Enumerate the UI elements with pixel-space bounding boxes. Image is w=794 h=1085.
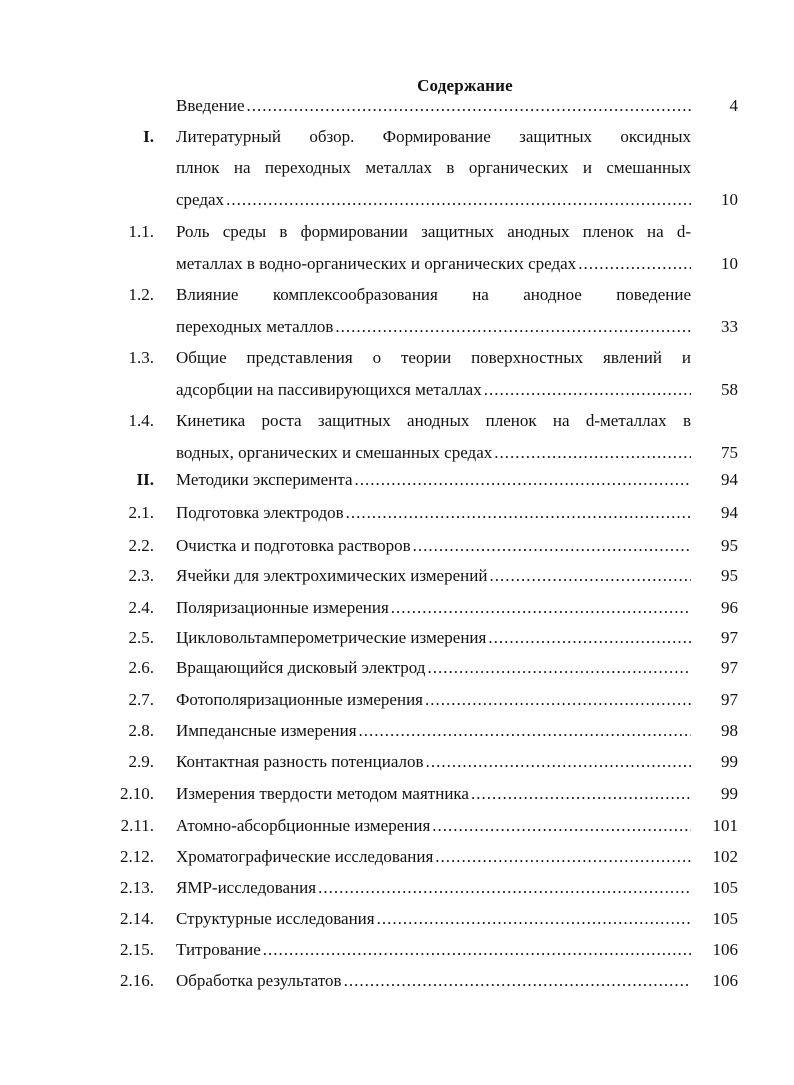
toc-entry-title-line xyxy=(176,878,691,898)
toc-entry-number: 2.16. xyxy=(120,971,154,990)
toc-entry-title: Очистка и подготовка растворов xyxy=(176,536,411,555)
toc-entry-title: Атомно-абсорбционные измерения xyxy=(176,816,431,835)
toc-entry-number: 2.9. xyxy=(128,752,154,771)
toc-page-number: 97 xyxy=(721,658,738,677)
toc-entry-title-line: плнок на переходных металлах в органических и смешанных xyxy=(176,158,691,177)
toc-entry-number: 1.2. xyxy=(128,285,154,304)
toc-entry-title: Ячейки для электрохимических измерений xyxy=(176,566,488,585)
toc-entry-title-line xyxy=(176,816,691,836)
toc-entry-number: 2.1. xyxy=(128,503,154,522)
toc-entry-title: Введение xyxy=(176,96,245,115)
dot-leader xyxy=(488,628,691,648)
toc-page-number: 58 xyxy=(721,380,738,399)
toc-entry-title: Структурные исследования xyxy=(176,909,375,928)
dot-leader xyxy=(471,784,691,804)
toc-entry-title: Вращающийся дисковый электрод xyxy=(176,658,426,677)
toc-page-number: 95 xyxy=(721,566,738,585)
toc-entry-title: ЯМР-исследования xyxy=(176,878,317,897)
toc-entry-number: 2.4. xyxy=(128,598,154,617)
dot-leader xyxy=(355,470,691,490)
toc-entry-number: 2.6. xyxy=(128,658,154,677)
dot-leader xyxy=(578,254,691,274)
toc-entry-title: Поляризационные измерения xyxy=(176,598,389,617)
dot-leader xyxy=(247,96,691,116)
toc-page-number: 10 xyxy=(721,254,738,273)
toc-entry-title-line xyxy=(176,254,691,274)
toc-entry-number: 2.7. xyxy=(128,690,154,709)
toc-page-number: 96 xyxy=(721,598,738,617)
toc-entry-title: металлах в водно-органических и органических средах xyxy=(176,254,577,273)
toc-entry-title-line xyxy=(176,443,691,463)
dot-leader xyxy=(432,816,691,836)
toc-entry-number: 1.4. xyxy=(128,411,154,430)
toc-entry-title-line xyxy=(176,940,691,960)
dot-leader xyxy=(391,598,691,618)
toc-entry-title-line xyxy=(176,536,691,556)
toc-entry-number: 1.3. xyxy=(128,348,154,367)
toc-page-number: 75 xyxy=(721,443,738,462)
toc-entry-number: 2.10. xyxy=(120,784,154,803)
dot-leader xyxy=(263,940,691,960)
toc-entry-title-line xyxy=(176,847,691,867)
dot-leader xyxy=(435,847,691,867)
dot-leader xyxy=(484,380,691,400)
toc-page-number: 97 xyxy=(721,628,738,647)
dot-leader xyxy=(427,658,691,678)
toc-entry-title-line xyxy=(176,317,691,337)
dot-leader xyxy=(346,503,691,523)
dot-leader xyxy=(489,566,691,586)
dot-leader xyxy=(377,909,691,929)
toc-entry-number: II. xyxy=(136,470,154,489)
toc-entry-title: Хроматографические исследования xyxy=(176,847,434,866)
toc-page-number: 4 xyxy=(729,96,738,115)
toc-page-number: 95 xyxy=(721,536,738,555)
toc-page-number: 105 xyxy=(712,909,738,928)
page-title: Содержание xyxy=(417,76,513,95)
toc-entry-number: 2.2. xyxy=(128,536,154,555)
toc-entry-title-line xyxy=(176,96,691,116)
dot-leader xyxy=(426,752,691,772)
toc-entry-title-line: Литературный обзор. Формирование защитных оксидных xyxy=(176,127,691,146)
toc-entry-number: 2.3. xyxy=(128,566,154,585)
toc-entry-number: 2.14. xyxy=(120,909,154,928)
toc-page-number: 10 xyxy=(721,190,738,209)
toc-page-number: 105 xyxy=(712,878,738,897)
toc-entry-title: Методики эксперимента xyxy=(176,470,353,489)
toc-entry-title-line: Влияние комплексообразования на анодное поведение xyxy=(176,285,691,304)
toc-entry-title: средах xyxy=(176,190,225,209)
toc-entry-title: Цикловольтамперометрические измерения xyxy=(176,628,487,647)
toc-entry-title-line xyxy=(176,909,691,929)
toc-entry-title-line xyxy=(176,190,691,210)
toc-entry-title-line xyxy=(176,503,691,523)
toc-entry-number: 2.15. xyxy=(120,940,154,959)
toc-entry-title-line xyxy=(176,566,691,586)
toc-page-number: 106 xyxy=(712,971,738,990)
toc-entry-title: водных, органических и смешанных средах xyxy=(176,443,493,462)
toc-entry-title-line xyxy=(176,752,691,772)
toc-entry-title-line xyxy=(176,971,691,991)
toc-entry-title-line xyxy=(176,784,691,804)
toc-entry-number: 1.1. xyxy=(128,222,154,241)
toc-page-number: 94 xyxy=(721,503,738,522)
dot-leader xyxy=(335,317,691,337)
toc-entry-number: 2.13. xyxy=(120,878,154,897)
toc-entry-title-line: Общие представления о теории поверхностных явлений и xyxy=(176,348,691,367)
toc-entry-title: переходных металлов xyxy=(176,317,334,336)
toc-entry-title-line: Кинетика роста защитных анодных пленок на d-металлах в xyxy=(176,411,691,430)
toc-entry-title-line xyxy=(176,598,691,618)
toc-entry-number: I. xyxy=(143,127,154,146)
dot-leader xyxy=(359,721,691,741)
dot-leader xyxy=(425,690,691,710)
toc-page-number: 102 xyxy=(712,847,738,866)
toc-entry-number: 2.8. xyxy=(128,721,154,740)
dot-leader xyxy=(413,536,691,556)
dot-leader xyxy=(344,971,691,991)
toc-entry-title-line: Роль среды в формировании защитных анодных пленок на d- xyxy=(176,222,691,241)
toc-entry-title: Импедансные измерения xyxy=(176,721,357,740)
toc-entry-number: 2.11. xyxy=(120,816,154,835)
toc-page-number: 99 xyxy=(721,784,738,803)
toc-page-number: 106 xyxy=(712,940,738,959)
dot-leader xyxy=(318,878,691,898)
toc-entry-title-line xyxy=(176,721,691,741)
toc-entry-title: Фотополяризационные измерения xyxy=(176,690,423,709)
toc-page-number: 97 xyxy=(721,690,738,709)
dot-leader xyxy=(494,443,691,463)
toc-entry-title-line xyxy=(176,470,691,490)
toc-entry-title: Подготовка электродов xyxy=(176,503,344,522)
toc-entry-title-line xyxy=(176,690,691,710)
toc-entry-title: Титрование xyxy=(176,940,261,959)
toc-page-number: 99 xyxy=(721,752,738,771)
dot-leader xyxy=(226,190,691,210)
toc-entry-title: Обработка результатов xyxy=(176,971,342,990)
toc-entry-title-line xyxy=(176,628,691,648)
toc-entry-title: адсорбции на пассивирующихся металлах xyxy=(176,380,482,399)
toc-entry-number: 2.5. xyxy=(128,628,154,647)
toc-entry-number: 2.12. xyxy=(120,847,154,866)
toc-page-number: 33 xyxy=(721,317,738,336)
toc-page-number: 101 xyxy=(712,816,738,835)
toc-page-number: 94 xyxy=(721,470,738,489)
toc-entry-title: Измерения твердости методом маятника xyxy=(176,784,469,803)
toc-entry-title-line xyxy=(176,380,691,400)
toc-entry-title: Контактная разность потенциалов xyxy=(176,752,424,771)
toc-page-number: 98 xyxy=(721,721,738,740)
toc-entry-title-line xyxy=(176,658,691,678)
